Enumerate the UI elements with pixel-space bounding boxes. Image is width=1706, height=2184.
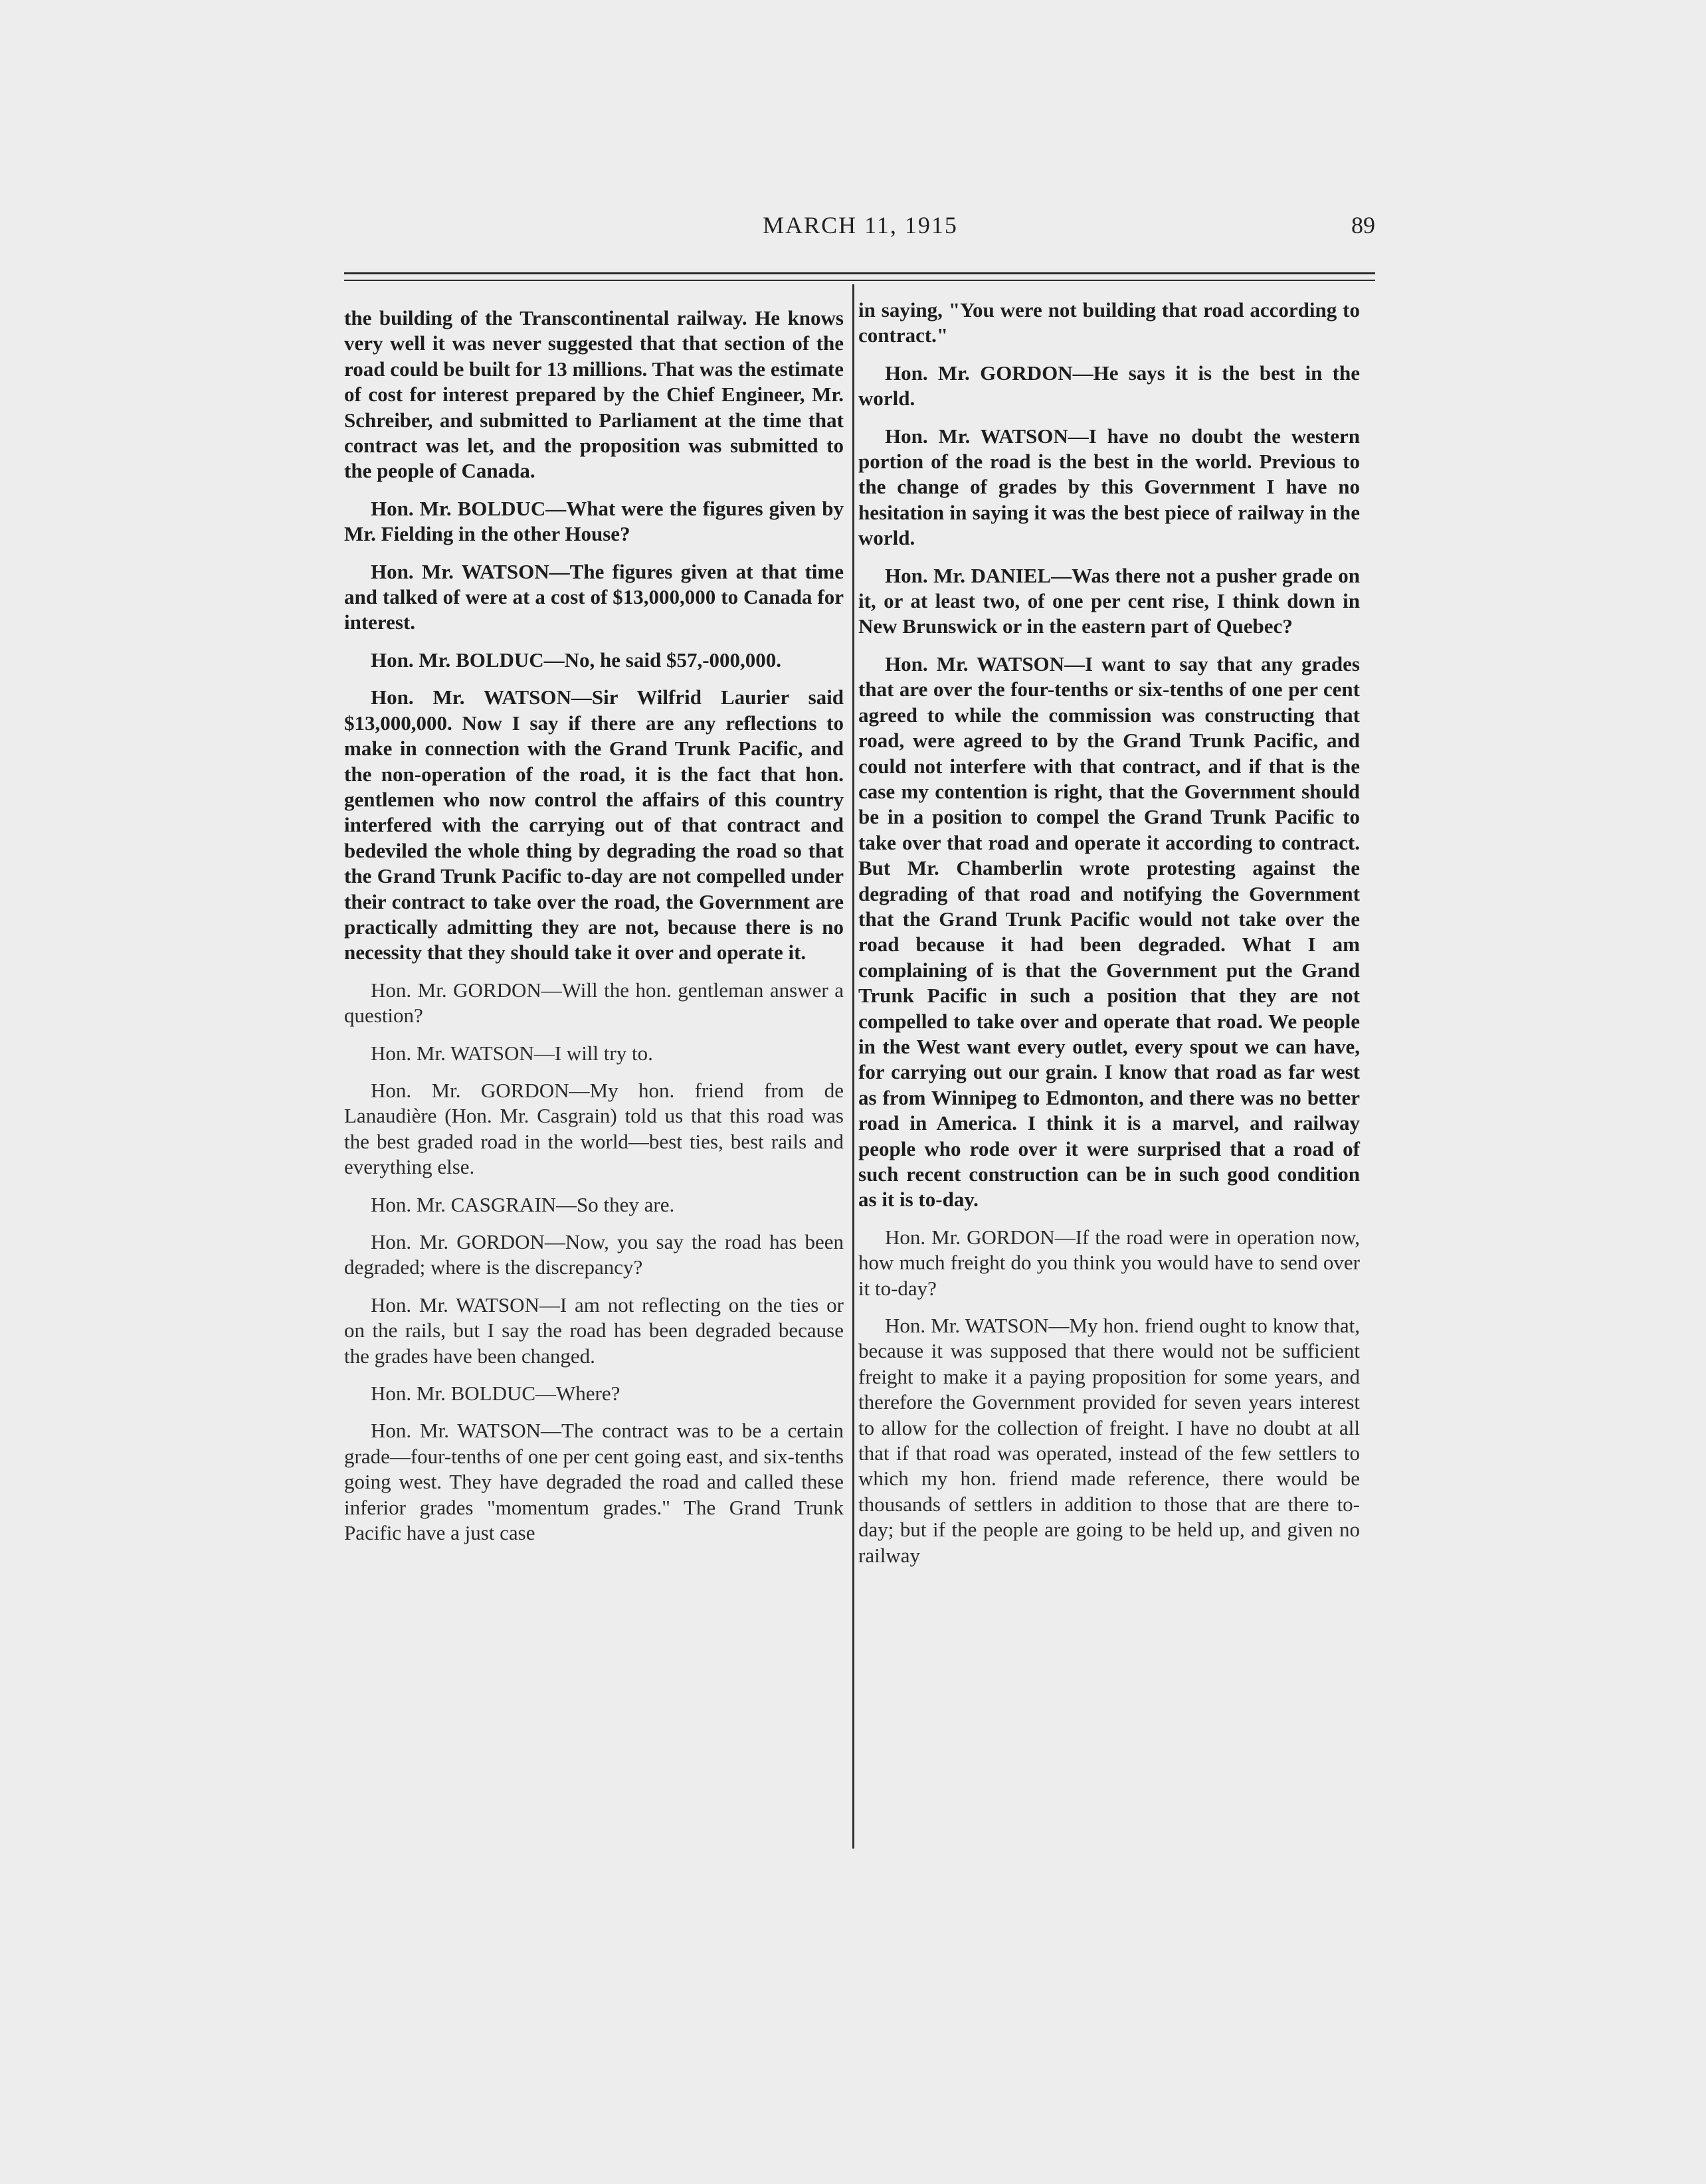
column-divider: [852, 284, 854, 1849]
paragraph: Hon. Mr. GORDON—If the road were in operation now, how much freight do you think you would have to send over it to-day?: [858, 1225, 1360, 1300]
paragraph: Hon. Mr. GORDON—Will the hon. gentleman answer a question?: [344, 978, 844, 1028]
paragraph: Hon. Mr. GORDON—He says it is the best in the world.: [858, 361, 1360, 410]
paragraph: Hon. Mr. CASGRAIN—So they are.: [371, 1192, 675, 1216]
paragraph: in saying, "You were not building that road according to contract.": [858, 298, 1360, 347]
paragraph: the building of the Transcontinental railway. He knows very well it was never suggested that that section of the road could be built for 13 millions. That was the estimate of cost for interest prepared by the Chief Engineer, Mr. Schreiber, and submitted to Parliament at the time that contract was let, and the proposition was submitted to the people of Canada.: [344, 306, 844, 483]
paragraph: Hon. Mr. BOLDUC—Where?: [371, 1382, 620, 1406]
paragraph: Hon. Mr. DANIEL—Was there not a pusher grade on it, or at least two, of one per cent rise, I think down in New Brunswick or in the eastern part of Quebec?: [858, 563, 1360, 638]
page-header: [345, 211, 1375, 251]
header-rule-top: [344, 272, 1375, 274]
paragraph: Hon. Mr. WATSON—I will try to.: [371, 1041, 653, 1065]
paragraph: Hon. Mr. WATSON—The figures given at that time and talked of were at a cost of $13,000,000 to Canada for interest.: [344, 559, 844, 634]
page-title: MARCH 11, 1915: [763, 212, 958, 238]
paragraph: Hon. Mr. BOLDUC—No, he said $57,-000,000.: [371, 648, 782, 672]
paragraph: Hon. Mr. BOLDUC—What were the figures given by Mr. Fielding in the other House?: [344, 496, 844, 546]
paragraph: Hon. Mr. WATSON—I have no doubt the western portion of the road is the best in the world. Previous to the change of grades by this Government I have no hesitation in saying it was the best piece of railway in the world.: [858, 424, 1360, 550]
paragraph: Hon. Mr. WATSON—I want to say that any grades that are over the four-tenths or six-tenths of one per cent agreed to while the commission was constructing that road, were agreed to by the Grand Trunk Pacific, and could not interfere with that contract, and if that is the case my contention is right, that the Government should be in a position to compel the Grand Trunk Pacific to take over that road and operate it according to contract. But Mr. Chamberlin wrote protesting against the degrading of that road and notifying the Government that the Grand Trunk Pacific would not take over the road because it had been degraded. What I am complaining of is that the Government put the Grand Trunk Pacific in such a position that they are not compelled to take over and operate that road. We people in the West want every outlet, every spout we can have, for carrying out our grain. I know that road as far west as from Winnipeg to Edmonton, and there was no better road in America. I think it is a marvel, and railway people who rode over it were surprised that a road of such recent construction can be in such good condition as it is to-day.: [858, 652, 1360, 1212]
paragraph: Hon. Mr. WATSON—The contract was to be a certain grade—four-tenths of one per cent going east, and six-tenths going west. They have degraded the road and called these inferior grades "momentum grades." The Grand Trunk Pacific have a just case: [344, 1419, 844, 1545]
header-rule-bottom: [344, 280, 1375, 281]
left-column: [344, 306, 844, 1558]
paragraph: Hon. Mr. GORDON—Now, you say the road has been degraded; where is the discrepancy?: [344, 1230, 844, 1279]
paragraph: Hon. Mr. WATSON—I am not reflecting on the ties or on the rails, but I say the road has been degraded because the grades have been changed.: [344, 1293, 844, 1368]
paragraph: Hon. Mr. WATSON—Sir Wilfrid Laurier said $13,000,000. Now I say if there are any reflections to make in connection with the Grand Trunk Pacific, and the non-operation of the road, it is the fact that hon. gentlemen who now control the affairs of this country interfered with the carrying out of that contract and bedeviled the whole thing by degrading the road so that the Grand Trunk Pacific to-day are not compelled under their contract to take over the road, the Government are practically admitting they are not, because there is no necessity that they should take it over and operate it.: [344, 685, 844, 964]
paragraph: Hon. Mr. WATSON—My hon. friend ought to know that, because it was supposed that there would not be sufficient freight to make it a paying proposition for some years, and therefore the Government provided for seven years interest to allow for the collection of freight. I have no doubt at all that if that road was operated, instead of the few settlers to which my hon. friend made reference, there would be thousands of settlers in addition to those that are there to-day; but if the people are going to be held up, and given no railway: [858, 1314, 1360, 1567]
paragraph: Hon. Mr. GORDON—My hon. friend from de Lanaudière (Hon. Mr. Casgrain) told us that this road was the best graded road in the world—best ties, best rails and everything else.: [344, 1078, 844, 1179]
page-number: 89: [1351, 212, 1375, 238]
right-column: [858, 298, 1360, 1580]
